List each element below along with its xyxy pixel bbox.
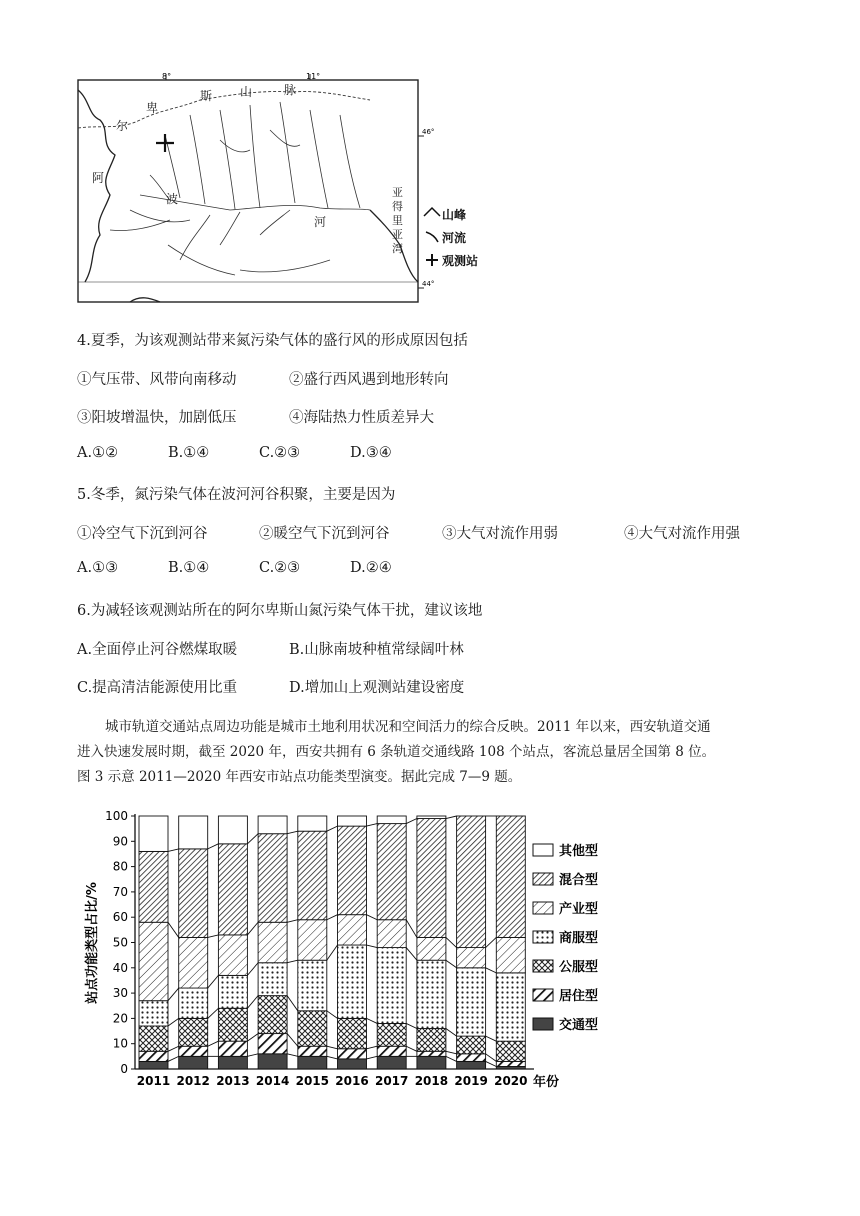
legend-label-商服型: 商服型: [559, 931, 599, 946]
connector-line-商服型: [168, 988, 179, 1001]
bar-segment-2012-产业型: [179, 937, 208, 988]
bar-segment-2019-居住型: [457, 1054, 486, 1062]
y-tick-label: 30: [112, 986, 128, 1001]
bar-segment-2017-混合型: [377, 824, 406, 920]
bar-segment-2017-交通型: [377, 1056, 406, 1069]
bar-segment-2017-公服型: [377, 1023, 406, 1046]
bar-segment-2017-居住型: [377, 1046, 406, 1056]
q4-option-4: ④海陆热力性质差异大: [289, 410, 434, 426]
bar-segment-2013-产业型: [218, 935, 247, 975]
bar-segment-2016-交通型: [338, 1059, 367, 1069]
connector-line-居住型: [168, 1046, 179, 1051]
connector-line-交通型: [327, 1056, 338, 1059]
connector-line-产业型: [327, 915, 338, 920]
alps-label-shan: 山: [240, 85, 253, 99]
lon-label-8: 8°: [162, 72, 172, 81]
bar-segment-2020-混合型: [496, 816, 525, 937]
connector-line-商服型: [406, 948, 417, 961]
legend-swatch-居住型: [533, 989, 553, 1001]
connector-line-混合型: [287, 831, 298, 834]
x-tick-label-2012: 2012: [176, 1074, 210, 1088]
connector-line-混合型: [247, 834, 258, 844]
bar-segment-2015-产业型: [298, 920, 327, 960]
q6-choice-b: B.山脉南坡种植常绿阔叶林: [289, 642, 464, 658]
legend-label-公服型: 公服型: [559, 960, 599, 975]
bar-segment-2012-居住型: [179, 1046, 208, 1056]
station-cross-icon: [426, 254, 438, 266]
bar-segment-2013-其他型: [218, 816, 247, 844]
alps-label-er: 尔: [116, 119, 129, 133]
connector-line-交通型: [168, 1056, 179, 1061]
bar-segment-2019-商服型: [457, 968, 486, 1036]
q5-option-2: ②暖空气下沉到河谷: [259, 526, 390, 542]
connector-line-交通型: [287, 1054, 298, 1057]
connector-line-居住型: [247, 1034, 258, 1042]
bar-segment-2014-混合型: [258, 834, 287, 923]
bar-segment-2016-居住型: [338, 1049, 367, 1059]
connector-line-交通型: [367, 1056, 378, 1059]
connector-line-居住型: [486, 1054, 497, 1062]
bar-segment-2011-混合型: [139, 851, 168, 922]
svg-text:亚: 亚: [392, 228, 403, 241]
bar-segment-2011-商服型: [139, 1001, 168, 1026]
map-legend: [424, 207, 478, 268]
arno-label: 阿: [92, 171, 105, 185]
legend-label-居住型: 居住型: [559, 989, 599, 1004]
lat-label-46: 46°: [422, 128, 435, 136]
connector-line-混合型: [208, 844, 219, 849]
x-axis-label: 年份: [533, 1075, 560, 1090]
connector-line-商服型: [208, 975, 219, 988]
connector-line-产业型: [208, 935, 219, 938]
connector-line-交通型: [247, 1054, 258, 1057]
bar-segment-2011-产业型: [139, 922, 168, 1000]
legend-swatch-其他型: [533, 844, 553, 856]
alps-label-si: 斯: [200, 89, 213, 103]
connector-line-居住型: [327, 1046, 338, 1049]
bar-segment-2018-交通型: [417, 1056, 446, 1069]
intro-line-3: 图 3 示意 2011—2020 年西安市站点功能类型演变。据此完成 7—9 题。: [77, 769, 522, 785]
q4-choice-b: B.①④: [168, 445, 210, 461]
bar-segment-2016-商服型: [338, 945, 367, 1018]
bar-segment-2012-交通型: [179, 1056, 208, 1069]
intro-paragraph: [77, 715, 787, 790]
bar-segment-2013-居住型: [218, 1041, 247, 1056]
connector-line-商服型: [486, 968, 497, 973]
lon-label-11: 11°: [306, 72, 321, 81]
q6-choice-d: D.增加山上观测站建设密度: [289, 680, 465, 696]
bar-segment-2018-居住型: [417, 1051, 446, 1056]
bar-segment-2015-交通型: [298, 1056, 327, 1069]
bar-segment-2013-交通型: [218, 1056, 247, 1069]
station-function-stacked-bar-chart: [80, 800, 620, 1100]
bar-segment-2018-混合型: [417, 819, 446, 938]
q5-choice-c: C.②③: [259, 560, 301, 576]
connector-line-公服型: [168, 1018, 179, 1026]
bar-segment-2014-居住型: [258, 1034, 287, 1054]
q5-stem: 5.冬季，氮污染气体在波河河谷积聚，主要是因为: [77, 487, 396, 503]
bar-segment-2016-产业型: [338, 915, 367, 945]
bar-segment-2018-其他型: [417, 816, 446, 819]
lat-label-44: 44°: [422, 280, 435, 288]
bar-segment-2014-交通型: [258, 1054, 287, 1069]
connector-line-公服型: [327, 1011, 338, 1019]
connector-line-交通型: [486, 1061, 497, 1066]
bar-segment-2015-居住型: [298, 1046, 327, 1056]
connector-line-居住型: [446, 1051, 457, 1054]
bar-segment-2015-商服型: [298, 960, 327, 1011]
q4-choice-c: C.②③: [259, 445, 301, 461]
legend-label-交通型: 交通型: [559, 1018, 599, 1033]
x-tick-label-2011: 2011: [136, 1074, 171, 1088]
po-label-bo: 波: [166, 192, 179, 206]
connector-line-产业型: [247, 922, 258, 935]
mountain-peak-icon: [424, 208, 440, 216]
x-tick-label-2013: 2013: [216, 1074, 250, 1088]
bar-segment-2014-产业型: [258, 922, 287, 962]
connector-line-商服型: [367, 945, 378, 948]
legend-label-station: 观测站: [442, 254, 479, 268]
bar-segment-2020-产业型: [496, 937, 525, 972]
bar-segment-2016-其他型: [338, 816, 367, 826]
connector-line-产业型: [446, 937, 457, 947]
q5-option-3: ③大气对流作用弱: [442, 526, 558, 542]
connector-line-商服型: [327, 945, 338, 960]
bar-segment-2015-公服型: [298, 1011, 327, 1046]
bar-segment-2020-居住型: [496, 1061, 525, 1066]
bar-segment-2015-其他型: [298, 816, 327, 831]
connector-line-商服型: [287, 960, 298, 963]
connector-line-产业型: [367, 915, 378, 920]
bar-segment-2015-混合型: [298, 831, 327, 920]
connector-line-居住型: [208, 1041, 219, 1046]
svg-text:亚: 亚: [392, 186, 403, 199]
connector-line-公服型: [287, 996, 298, 1011]
legend-swatch-公服型: [533, 960, 553, 972]
connector-line-混合型: [327, 826, 338, 831]
x-tick-label-2015: 2015: [295, 1074, 330, 1088]
bar-segment-2020-公服型: [496, 1041, 525, 1061]
q6-choice-c: C.提高清洁能源使用比重: [77, 680, 238, 696]
q4-option-1: ①气压带、风带向南移动: [77, 372, 237, 388]
q4-choice-a: A.①②: [77, 445, 119, 461]
connector-line-居住型: [287, 1034, 298, 1047]
x-tick-label-2014: 2014: [255, 1074, 290, 1088]
river-icon: [426, 232, 438, 242]
connector-line-商服型: [247, 963, 258, 976]
svg-text:湾: 湾: [392, 242, 403, 255]
bar-segment-2018-商服型: [417, 960, 446, 1028]
connector-line-公服型: [247, 996, 258, 1009]
adriatic-label: [392, 186, 403, 255]
q4-option-3: ③阳坡增温快，加剧低压: [77, 410, 237, 426]
q5-choice-b: B.①④: [168, 560, 210, 576]
connector-line-公服型: [367, 1018, 378, 1023]
bar-segment-2019-混合型: [457, 816, 486, 948]
map-frame: [78, 80, 418, 302]
q6-stem: 6.为减轻该观测站所在的阿尔卑斯山氮污染气体干扰，建议该地: [77, 603, 483, 619]
y-tick-label: 10: [112, 1036, 128, 1051]
legend-swatch-混合型: [533, 873, 553, 885]
bar-segment-2012-商服型: [179, 988, 208, 1018]
bar-segment-2019-产业型: [457, 948, 486, 968]
x-tick-label-2016: 2016: [335, 1074, 369, 1088]
connector-line-混合型: [446, 816, 457, 819]
bar-segment-2012-公服型: [179, 1018, 208, 1046]
legend-label-river: 河流: [442, 231, 467, 245]
bar-segment-2019-交通型: [457, 1061, 486, 1069]
q5-choice-a: A.①③: [77, 560, 119, 576]
alps-label-zhuo: 卑: [146, 101, 159, 115]
y-tick-label: 60: [112, 910, 128, 925]
legend-label-混合型: 混合型: [559, 873, 599, 888]
connector-line-公服型: [486, 1036, 497, 1041]
connector-line-商服型: [446, 960, 457, 968]
x-tick-label-2018: 2018: [414, 1074, 449, 1088]
y-tick-label: 100: [105, 809, 128, 823]
y-tick-label: 20: [112, 1011, 128, 1026]
connector-line-居住型: [406, 1046, 417, 1051]
y-tick-label: 50: [112, 935, 128, 950]
bar-segment-2016-公服型: [338, 1018, 367, 1048]
connector-line-产业型: [168, 922, 179, 937]
legend-label-产业型: 产业型: [559, 902, 599, 917]
y-tick-label: 40: [112, 960, 128, 975]
intro-line-1: 城市轨道交通站点周边功能是城市土地利用状况和空间活力的综合反映。2011 年以来，西安轨道交通: [105, 719, 711, 735]
bar-segment-2018-公服型: [417, 1029, 446, 1052]
alps-label-mai: 脉: [284, 83, 297, 97]
svg-text:里: 里: [392, 214, 403, 227]
connector-line-混合型: [168, 849, 179, 852]
q5-option-4: ④大气对流作用强: [624, 526, 740, 542]
po-label-he: 河: [314, 215, 327, 229]
bar-segment-2011-居住型: [139, 1051, 168, 1061]
q4-stem: 4.夏季，为该观测站带来氮污染气体的盛行风的形成原因包括: [77, 333, 468, 349]
connector-line-产业型: [406, 920, 417, 938]
bar-segment-2019-公服型: [457, 1036, 486, 1054]
bar-segment-2012-其他型: [179, 816, 208, 849]
bar-segment-2017-商服型: [377, 948, 406, 1024]
bar-segment-2011-其他型: [139, 816, 168, 851]
connector-line-混合型: [406, 819, 417, 824]
x-tick-label-2017: 2017: [374, 1074, 409, 1088]
legend-swatch-交通型: [533, 1018, 553, 1030]
connector-line-公服型: [406, 1023, 417, 1028]
bar-segment-2013-商服型: [218, 975, 247, 1008]
connector-line-交通型: [446, 1056, 457, 1061]
legend-swatch-产业型: [533, 902, 553, 914]
connector-line-混合型: [367, 824, 378, 827]
bar-segment-2017-其他型: [377, 816, 406, 824]
bar-segment-2013-公服型: [218, 1008, 247, 1041]
bar-segment-2016-混合型: [338, 826, 367, 915]
bar-segment-2017-产业型: [377, 920, 406, 948]
q6-choice-a: A.全面停止河谷燃煤取暖: [77, 642, 238, 658]
x-tick-label-2019: 2019: [454, 1074, 488, 1088]
legend-swatch-商服型: [533, 931, 553, 943]
q5-option-1: ①冷空气下沉到河谷: [77, 526, 208, 542]
bar-segment-2011-公服型: [139, 1026, 168, 1051]
y-tick-label: 70: [112, 884, 128, 899]
bar-segment-2011-交通型: [139, 1061, 168, 1069]
bar-segment-2018-产业型: [417, 937, 446, 960]
legend-label-peak: 山峰: [442, 208, 467, 222]
q5-choice-d: D.②④: [350, 560, 392, 576]
connector-line-居住型: [367, 1046, 378, 1049]
bar-segment-2012-混合型: [179, 849, 208, 938]
y-axis-label: 站点功能类型占比/%: [85, 882, 100, 1004]
bar-segment-2014-公服型: [258, 996, 287, 1034]
connector-line-产业型: [486, 937, 497, 947]
bar-segment-2014-其他型: [258, 816, 287, 834]
connector-line-公服型: [446, 1029, 457, 1037]
bar-segment-2020-商服型: [496, 973, 525, 1041]
connector-line-产业型: [287, 920, 298, 923]
legend-label-其他型: 其他型: [559, 844, 599, 859]
q4-option-2: ②盛行西风遇到地形转向: [289, 372, 449, 388]
intro-line-2: 进入快速发展时期，截至 2020 年，西安共拥有 6 条轨道交通线路 108 个站点，客流总量居全国第 8 位。: [77, 744, 716, 760]
y-tick-label: 80: [112, 859, 128, 874]
bar-segment-2013-混合型: [218, 844, 247, 935]
y-tick-label: 0: [120, 1062, 128, 1076]
svg-text:得: 得: [392, 200, 403, 213]
q4-choice-d: D.③④: [350, 445, 392, 461]
po-valley-map: [70, 70, 490, 310]
x-tick-label-2020: 2020: [494, 1074, 528, 1088]
y-tick-label: 90: [112, 834, 128, 849]
bar-segment-2014-商服型: [258, 963, 287, 996]
connector-line-公服型: [208, 1008, 219, 1018]
